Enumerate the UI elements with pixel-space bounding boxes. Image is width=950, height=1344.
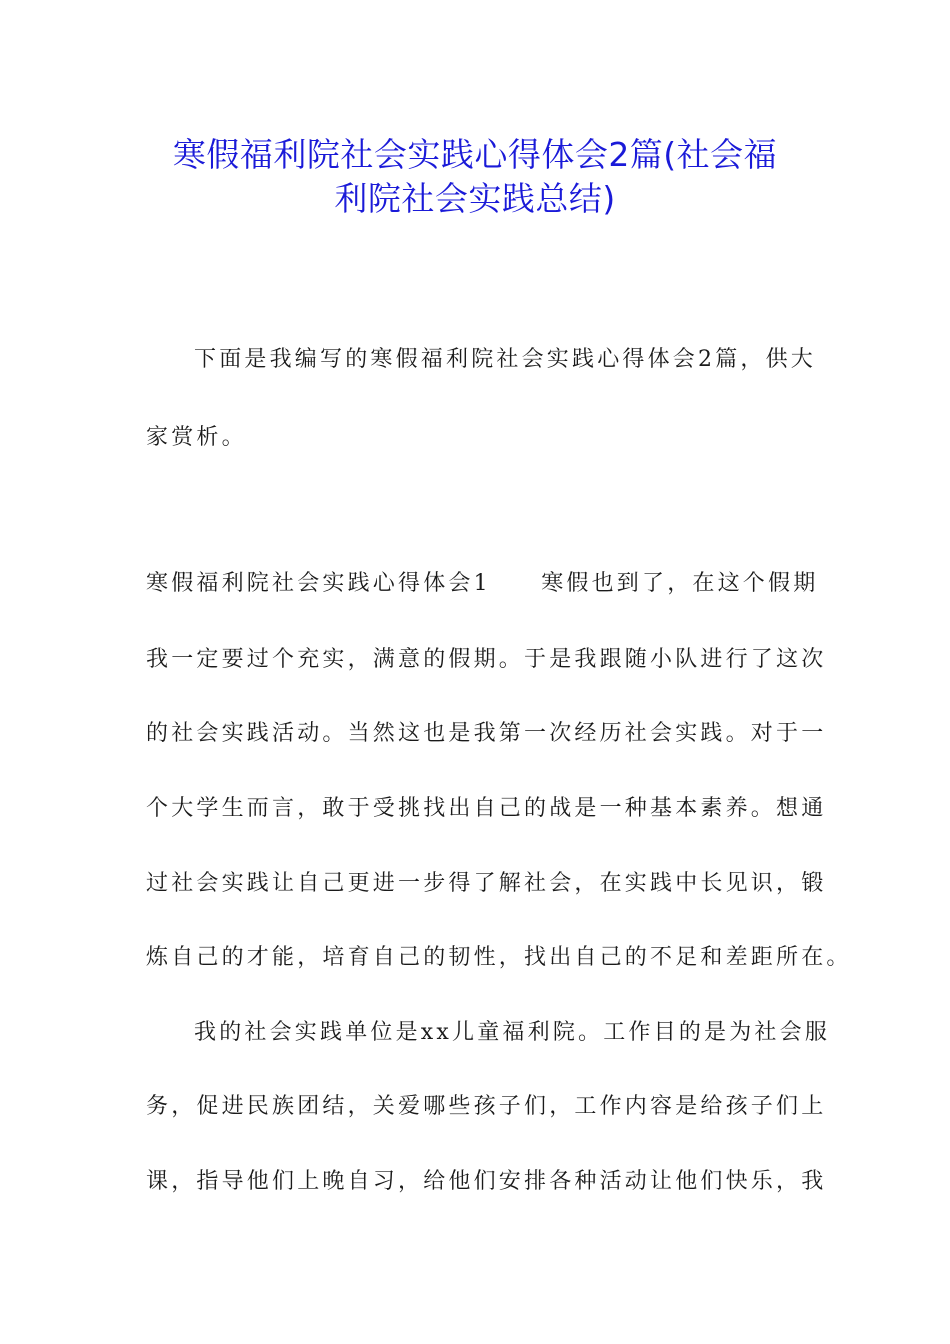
paragraph-line: 过社会实践让自己更进一步得了解社会，在实践中长见识，锻: [146, 871, 827, 896]
paragraph-line: 课，指导他们上晚自习，给他们安排各种活动让他们快乐，我: [146, 1169, 827, 1194]
document-title-line-2: 利院社会实践总结): [334, 179, 616, 218]
paragraph-line: 个大学生而言，敢于受挑找出自己的战是一种基本素养。想通: [146, 796, 827, 821]
paragraph-line: 寒假福利院社会实践心得体会1 寒假也到了，在这个假期: [146, 571, 819, 596]
intro-line-1: 下面是我编写的寒假福利院社会实践心得体会2篇，供大: [194, 347, 816, 372]
paragraph-line: 炼自己的才能，培育自己的韧性，找出自己的不足和差距所在。: [146, 945, 852, 970]
paragraph-line: 我的社会实践单位是xx儿童福利院。工作目的是为社会服: [194, 1020, 831, 1045]
paragraph-line: 的社会实践活动。当然这也是我第一次经历社会实践。对于一: [146, 721, 827, 746]
document-title-line-1: 寒假福利院社会实践心得体会2篇(社会福: [172, 135, 778, 174]
intro-line-2: 家赏析。: [146, 425, 247, 450]
paragraph-line: 我一定要过个充实，满意的假期。于是我跟随小队进行了这次: [146, 647, 827, 672]
paragraph-line: 务，促进民族团结，关爱哪些孩子们，工作内容是给孩子们上: [146, 1094, 827, 1119]
